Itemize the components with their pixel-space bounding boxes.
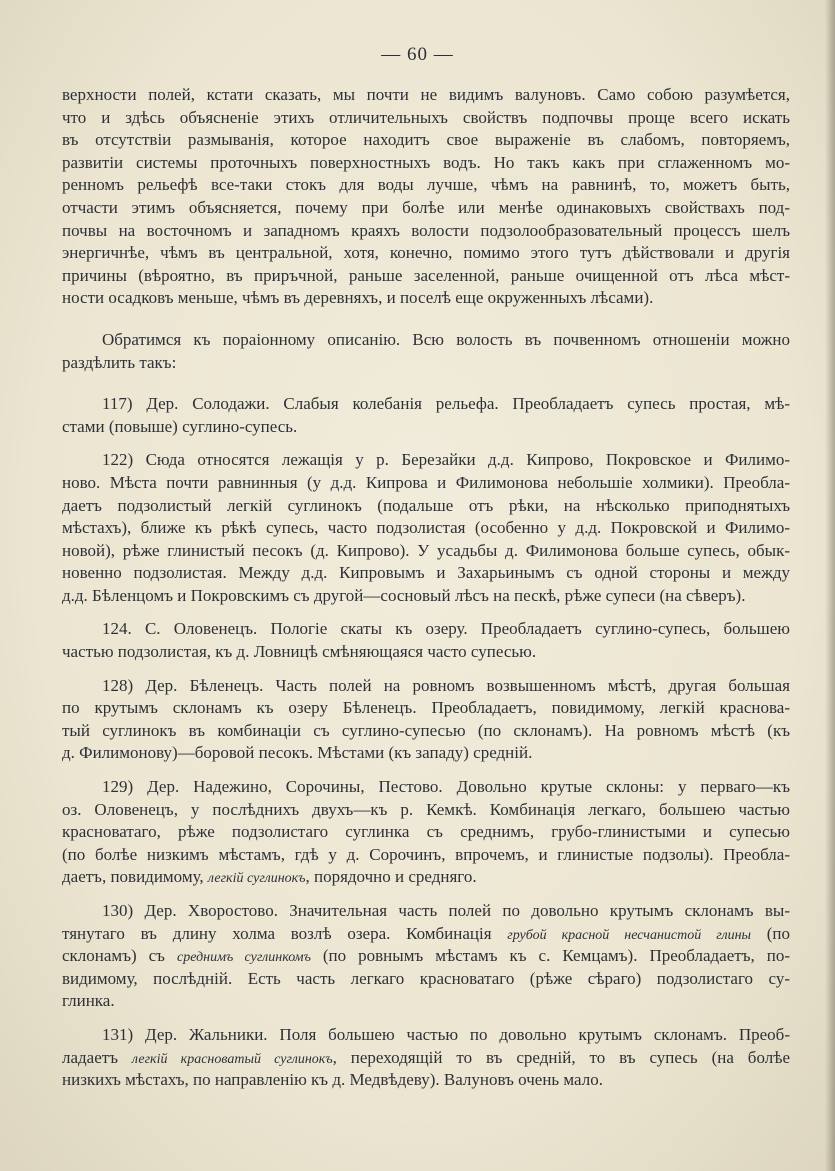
italic-term: среднимъ суглинкомъ bbox=[176, 950, 311, 966]
text-line bbox=[62, 866, 790, 889]
text-run: ладаетъ bbox=[62, 1047, 132, 1067]
text-line: 124. С. Оловенецъ. Пологіе скаты къ озеру. Преобладаетъ суглино-супесь, большею bbox=[102, 619, 790, 639]
paragraph bbox=[62, 329, 790, 374]
text-line: 130) Дер. Хворостово. Значительная часть полей по довольно крутымъ склонамъ вы- bbox=[102, 901, 790, 920]
paragraph-entry-129 bbox=[62, 776, 790, 889]
text-line bbox=[62, 923, 790, 946]
page-edge-shadow bbox=[825, 0, 835, 1171]
text-line: по крутымъ склонамъ къ озеру Бѣленецъ. Преобладаетъ, повидимому, легкій краснова- bbox=[62, 698, 790, 718]
text-line: новенно подзолистая. Между д.д. Кипровымъ и Захарьинымъ съ одной стороны и между bbox=[62, 563, 790, 583]
text-line: 122) Сюда относятся лежащія у р. Березайки д.д. Кипрово, Покровское и Филимо- bbox=[102, 450, 790, 470]
paragraph-entry-124 bbox=[62, 618, 790, 663]
text-line: верхности полей, кстати сказать, мы почти не видимъ валуновъ. Само собою разумѣется, bbox=[62, 85, 790, 104]
paragraph-entry-122 bbox=[62, 449, 790, 607]
text-line: 131) Дер. Жальники. Поля большею частью по довольно крутымъ склонамъ. Преоб- bbox=[102, 1024, 790, 1044]
text-line: красноватаго, рѣже подзолистаго суглинка съ среднимъ, грубо-глинистыми и супесью bbox=[62, 822, 790, 842]
paragraph-entry-128 bbox=[62, 675, 790, 765]
text-line: 129) Дер. Надежино, Сорочины, Пестово. Довольно крутые склоны: у перваго—къ bbox=[102, 777, 790, 797]
text-line: развитіи системы проточныхъ поверхностныхъ водъ. Но такъ какъ при сглаженномъ мо- bbox=[62, 152, 790, 172]
text-line: въ отсутствіи размыванія, которое находитъ свое выраженіе въ слабомъ, повторяемъ, bbox=[62, 130, 790, 150]
text-line bbox=[62, 945, 790, 968]
text-line: видимому, послѣдній. Есть часть легкаго красноватаго (рѣже сѣраго) подзолистаго су- bbox=[62, 968, 790, 988]
text-line: д.д. Бѣленцомъ и Покровскимъ съ другой—сосновый лѣсъ на пескѣ, рѣже супеси (на сѣверъ). bbox=[62, 585, 746, 605]
text-run: (по ровнымъ мѣстамъ къ с. Кемцамъ). Преобладаетъ, по- bbox=[310, 946, 790, 966]
text-line: тый суглинокъ въ комбинаціи съ суглино-супесью (по склонамъ). На ровномъ мѣстѣ (къ bbox=[62, 720, 790, 740]
paragraph-entry-130 bbox=[62, 900, 790, 1013]
text-line: причины (вѣроятно, въ приръчной, раньше заселенной, раньше очищенной отъ лѣса мѣст- bbox=[62, 265, 790, 285]
paragraph-entry-131 bbox=[62, 1024, 790, 1092]
italic-term: легкій суглинокъ bbox=[207, 871, 306, 887]
text-line: частью подзолистая, къ д. Ловницѣ смѣняющаяся часто супесью. bbox=[62, 642, 537, 662]
text-run: , порядочно и средняго. bbox=[305, 867, 477, 887]
paragraph bbox=[62, 84, 790, 310]
text-line: ности осадковъ меньше, чѣмъ въ деревняхъ, и поселѣ еще окруженныхъ лѣсами). bbox=[62, 288, 654, 308]
text-line: Обратимся къ пораіонному описанію. Всю волость въ почвенномъ отношеніи можно bbox=[102, 329, 790, 349]
page-number: — 60 — bbox=[381, 44, 454, 65]
text-line: ново. Мѣста почти равнинныя (у д.д. Кипрова и Филимонова небольшіе холмики). Преобла- bbox=[62, 472, 790, 492]
text-run: даетъ, повидимому, bbox=[62, 867, 208, 887]
text-line: мѣстахъ), ближе къ рѣкѣ супесь, часто подзолистая (особенно у д.д. Покровской и Филимо- bbox=[62, 518, 790, 538]
text-line: отчасти этимъ объясняется, почему при болѣе или менѣе одинаковыхъ свойствахъ под- bbox=[62, 197, 790, 217]
text-run: тянутаго въ длину холма возлѣ озера. Комбинація bbox=[62, 923, 508, 943]
text-line bbox=[62, 1047, 790, 1070]
text-run: склонамъ) съ bbox=[62, 946, 177, 966]
text-line: 117) Дер. Солодажи. Слабыя колебанія рельефа. Преобладаетъ супесь простая, мѣ- bbox=[102, 394, 790, 414]
text-line: оз. Оловенецъ, у послѣднихъ двухъ—къ р. Кемкѣ. Комбинація легкаго, большею частью bbox=[62, 799, 790, 819]
text-line: новой), рѣже глинистый песокъ (д. Кипрово). У усадьбы д. Филимонова больше супесь, обык- bbox=[62, 540, 790, 560]
text-line: раздѣлить такъ: bbox=[62, 352, 177, 372]
text-line: 128) Дер. Бѣленецъ. Часть полей на ровномъ возвышенномъ мѣстѣ, другая большая bbox=[102, 675, 790, 695]
text-line: даетъ подзолистый легкій суглинокъ (подальше отъ рѣки, на нѣсколько приподнятыхъ bbox=[62, 495, 790, 515]
text-line: почвы на восточномъ и западномъ краяхъ волости подзолообразовательный процессъ шелъ bbox=[62, 220, 790, 240]
italic-term: легкій красноватый суглинокъ bbox=[131, 1051, 333, 1067]
italic-term: грубой красной несчанистой глины bbox=[507, 927, 752, 943]
text-run: , переходящій то въ средній, то въ супесь (на болѣе bbox=[332, 1047, 790, 1067]
text-line: (по болѣе низкимъ мѣстамъ, гдѣ у д. Сорочинъ, впрочемъ, и глинистые подзолы). Преобла- bbox=[62, 844, 790, 864]
paragraph-entry-117 bbox=[62, 393, 790, 438]
text-line: что и здѣсь объясненіе этихъ отличительныхъ свойствъ подпочвы проще всего искать bbox=[62, 107, 790, 127]
text-line: ренномъ рельефѣ все-таки стокъ для воды лучше, чѣмъ на равнинѣ, то, можетъ быть, bbox=[62, 175, 790, 195]
body-text bbox=[62, 84, 790, 1092]
text-line: стами (повыше) суглино-супесь. bbox=[62, 416, 298, 436]
text-line: глинка. bbox=[62, 991, 115, 1011]
text-line: энергичнѣе, чѣмъ въ центральной, хотя, конечно, помимо этого тутъ дѣйствовали и другія bbox=[62, 243, 790, 263]
text-run: (по bbox=[751, 923, 790, 943]
text-line: д. Филимонову)—боровой песокъ. Мѣстами (къ западу) средній. bbox=[62, 743, 533, 763]
text-line: низкихъ мѣстахъ, по направленію къ д. Медвѣдеву). Валуновъ очень мало. bbox=[62, 1070, 603, 1090]
